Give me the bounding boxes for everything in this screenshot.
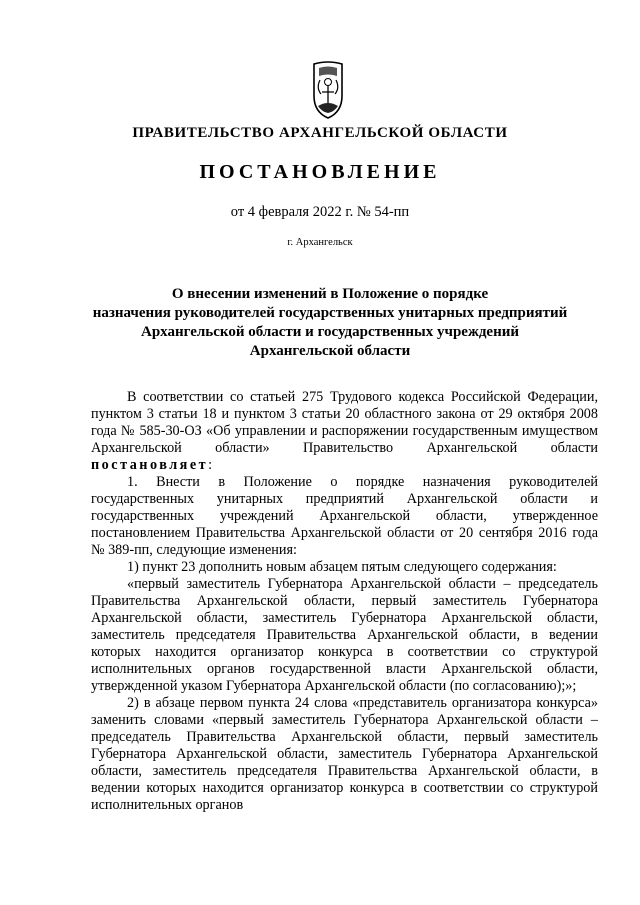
resolution-keyword: постановляет [91,457,209,473]
title-line: О внесении изменений в Положение о порядке [171,286,489,302]
preamble-text: В соответствии со статьей 275 Трудового кодекса Российской Федерации, пунктом 3 статьи 18 и пунктом 3 статьи 20 областного закона от 29 октября 2008 года № 585-30-ОЗ «Об управлении и распоряжении государственным имуществом Архангельской области» Правительство Архангельской области [91,389,598,456]
body-paragraph: «первый заместитель Губернатора Архангельской области – председатель Правительства Архангельской области, первый заместитель Губернатора Архангельской области, заместитель Губернатора Архангельской области, заместитель председателя Правительства Архангельской области, в ведении которых находится организатор конкурса в соответствии со структурой исполнительных органов государственной власти Архангельской области, утвержденной указом Губернатора Архангельской области (по согласованию);»; [91,576,598,694]
document-date-number: от 4 февраля 2022 г. № 54-пп [230,204,410,220]
body-paragraph [91,389,598,474]
body-paragraph: 1) пункт 23 дополнить новым абзацем пятым следующего содержания: [127,559,557,575]
document-city: г. Архангельск [287,237,353,248]
coat-of-arms-icon [308,60,348,120]
document-type: ПОСТАНОВЛЕНИЕ [199,161,441,183]
title-line: Архангельской области [249,343,411,359]
body-paragraph: 1. Внести в Положение о порядке назначения руководителей государственных унитарных предприятий Архангельской области и государственных учреждений Архангельской области, утвержденное постановлением Правительства Архангельской области от 20 сентября 2016 года № 389-пп, следующие изменения: [91,474,598,558]
document-title [80,285,580,361]
title-line: назначения руководителей государственных унитарных предприятий [92,305,568,321]
body-paragraph: 2) в абзаце первом пункта 24 слова «представитель организатора конкурса» заменить словами «первый заместитель Губернатора Архангельской области – председатель Правительства Архангельской области, первый заместитель Губернатора Архангельской области, заместитель Губернатора Архангельской области, заместитель председателя Правительства Архангельской области, в ведении которых находится организатор конкурса в соответствии со структурой исполнительных органов [91,695,598,813]
organization-name: ПРАВИТЕЛЬСТВО АРХАНГЕЛЬСКОЙ ОБЛАСТИ [132,125,508,141]
document-body [91,389,598,814]
title-line: Архангельской области и государственных учреждений [140,324,519,340]
preamble-end: : [208,457,213,473]
